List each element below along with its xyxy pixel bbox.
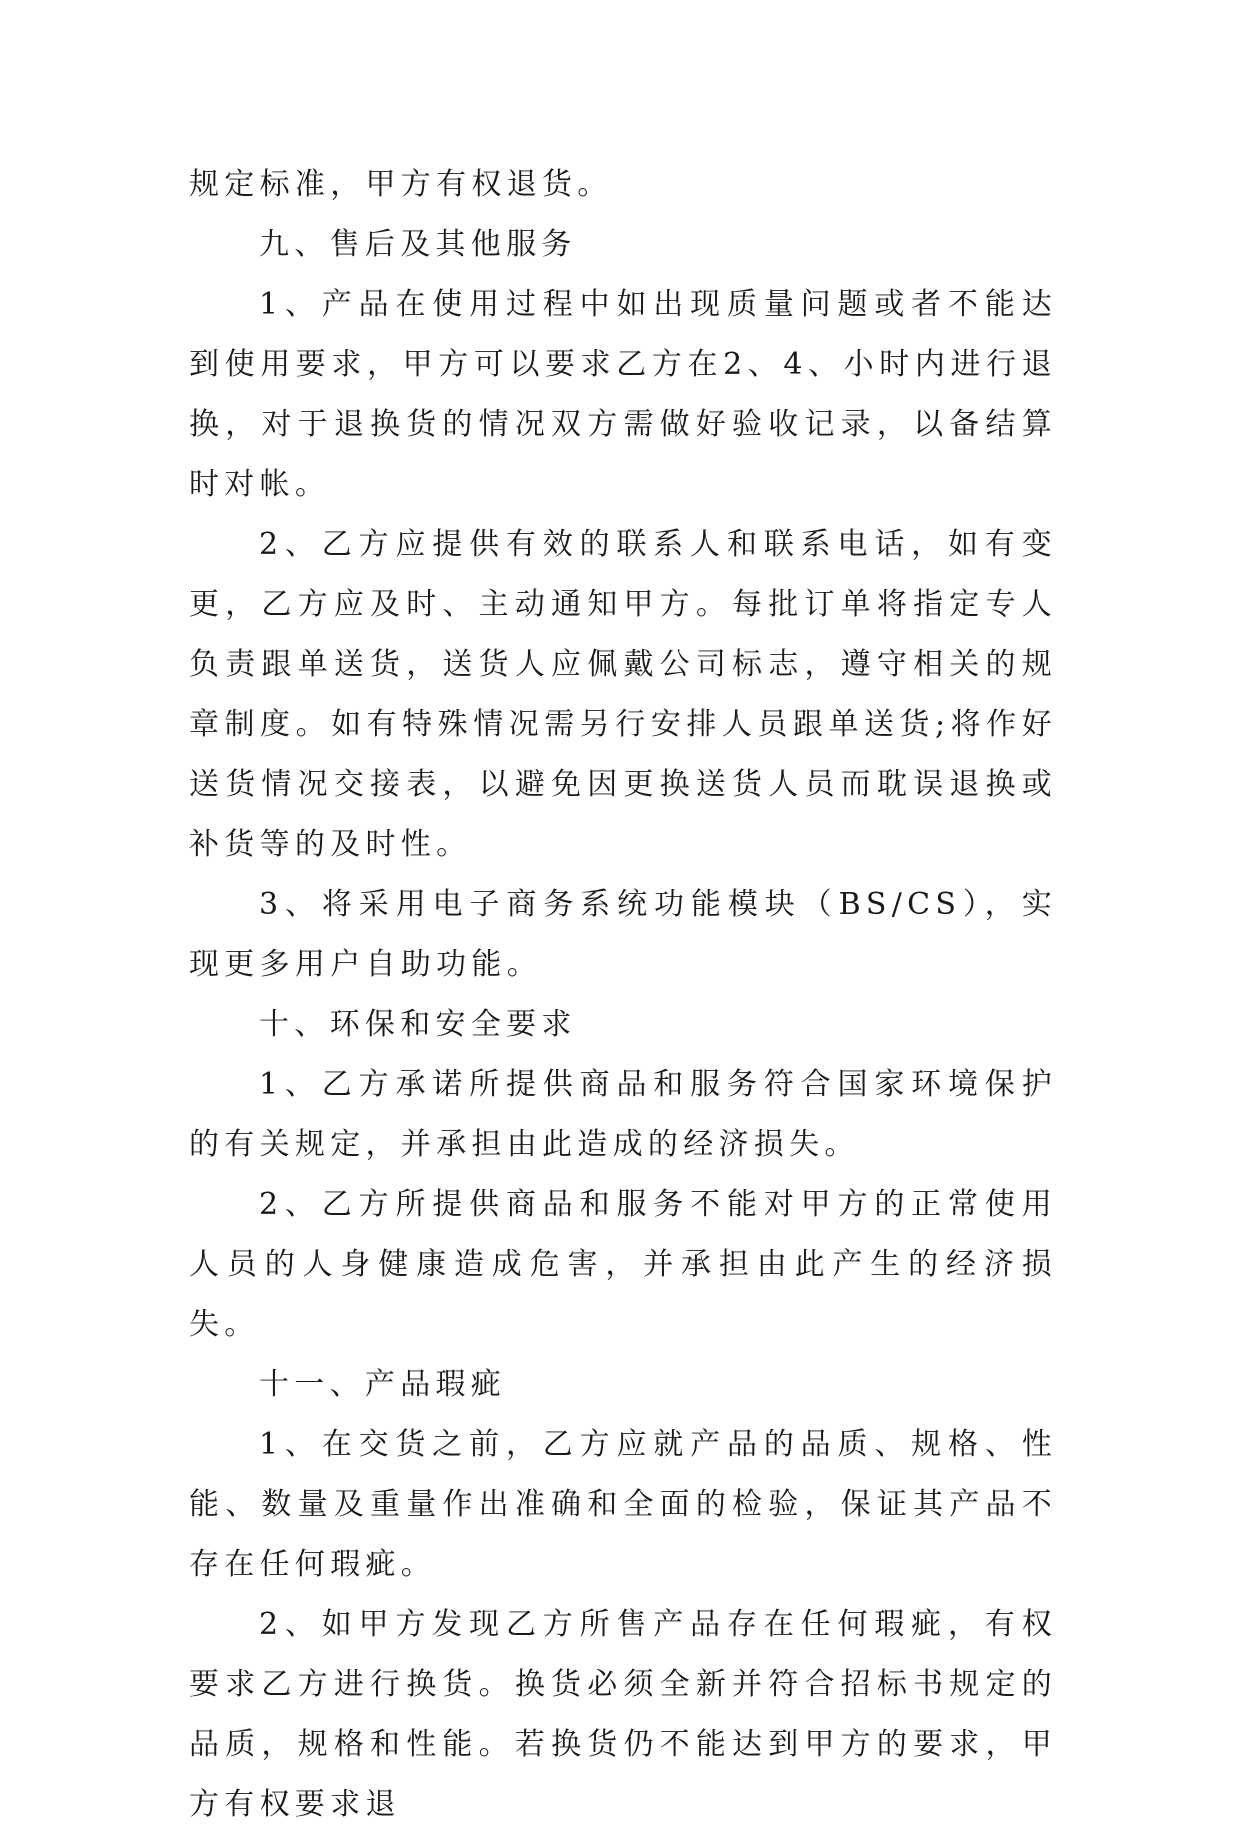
paragraph-defects-1: 1、在交货之前，乙方应就产品的品质、规格、性能、数量及重量作出准确和全面的检验，保证其产品不存在任何瑕疵。 bbox=[189, 1427, 1057, 1582]
paragraph-after-sales-3: 3、将采用电子商务系统功能模块（BS/CS），实现更多用户自助功能。 bbox=[189, 887, 1057, 982]
paragraph-environment-1: 1、乙方承诺所提供商品和服务符合国家环境保护的有关规定，并承担由此造成的经济损失。 bbox=[189, 1067, 1057, 1162]
paragraph-continuation: 规定标准，甲方有权退货。 bbox=[189, 167, 613, 202]
section-heading-environment-safety: 十、环保和安全要求 bbox=[259, 1007, 577, 1042]
section-heading-after-sales: 九、售后及其他服务 bbox=[259, 227, 577, 262]
section-heading-product-defects: 十一、产品瑕疵 bbox=[259, 1367, 507, 1402]
paragraph-environment-2: 2、乙方所提供商品和服务不能对甲方的正常使用人员的人身健康造成危害，并承担由此产生的经济损失。 bbox=[189, 1187, 1057, 1342]
paragraph-after-sales-2: 2、乙方应提供有效的联系人和联系电话，如有变更，乙方应及时、主动通知甲方。每批订单将指定专人负责跟单送货，送货人应佩戴公司标志，遵守相关的规章制度。如有特殊情况需另行安排人员跟单送货;将作好送货情况交接表，以避免因更换送货人员而耽误退换或补货等的及时性。 bbox=[189, 527, 1057, 862]
document-body bbox=[189, 155, 1057, 1835]
paragraph-defects-2: 2、如甲方发现乙方所售产品存在任何瑕疵，有权要求乙方进行换货。换货必须全新并符合招标书规定的品质，规格和性能。若换货仍不能达到甲方的要求，甲方有权要求退 bbox=[189, 1607, 1057, 1822]
paragraph-after-sales-1: 1、产品在使用过程中如出现质量问题或者不能达到使用要求，甲方可以要求乙方在2、4、小时内进行退换，对于退换货的情况双方需做好验收记录，以备结算时对帐。 bbox=[189, 287, 1057, 502]
